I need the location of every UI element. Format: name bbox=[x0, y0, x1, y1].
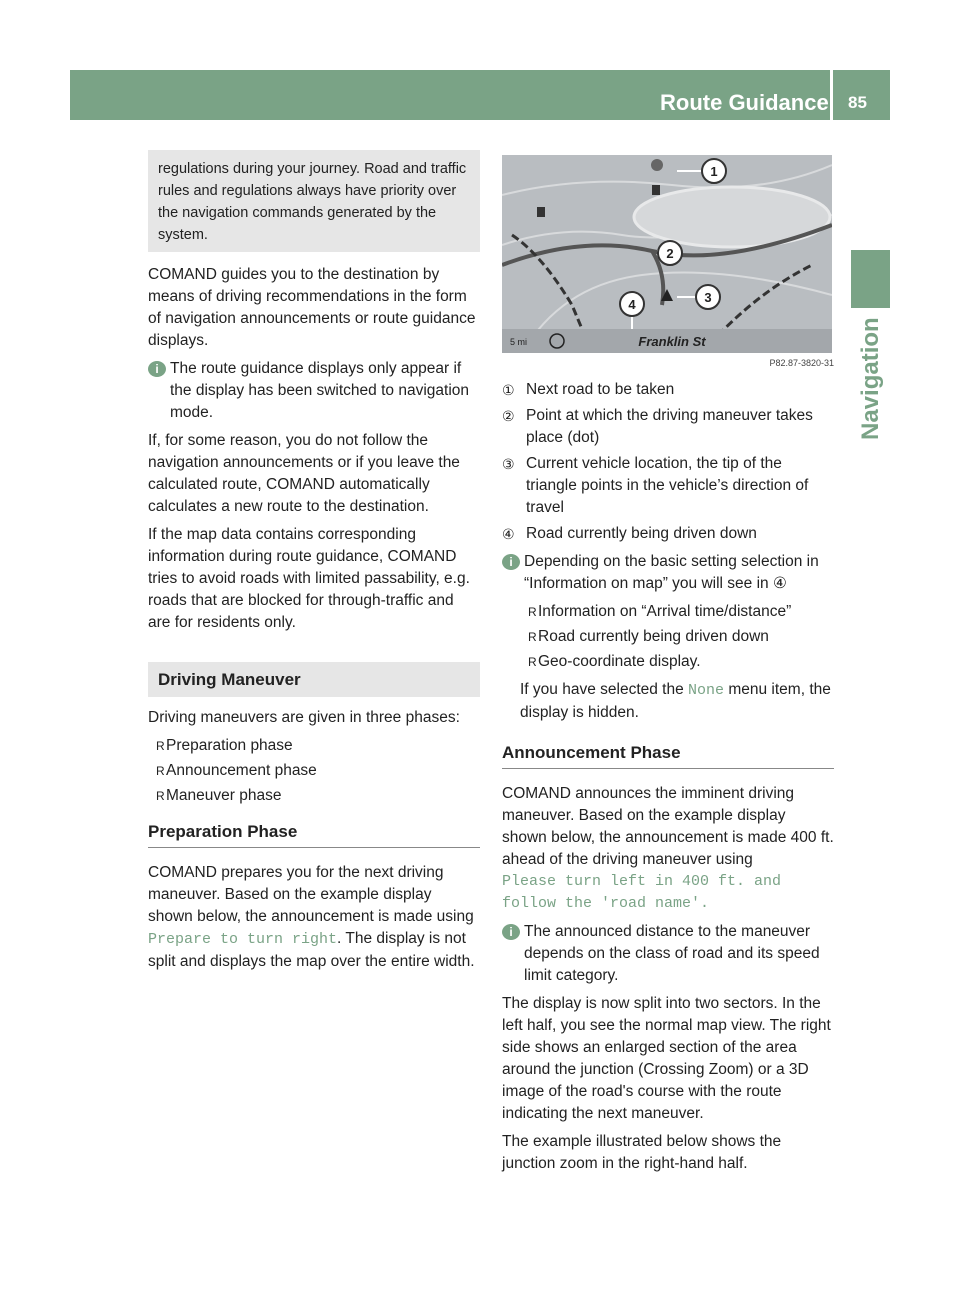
legend-item bbox=[502, 379, 834, 401]
right-column bbox=[502, 155, 834, 1181]
paragraph: If the map data contains corresponding information during route guidance, COMAND tries to avoid roads with limited passability, e.g. roads that are blocked for through-traffic and are for residents only. bbox=[148, 526, 470, 631]
chapter-label-container bbox=[836, 317, 906, 450]
paragraph: If, for some reason, you do not follow the navigation announcements or if you leave the calculated route, COMAND automatically calculates a new route to the destination. bbox=[148, 432, 460, 515]
legend-number: ③ bbox=[502, 456, 515, 472]
paragraph bbox=[148, 862, 480, 973]
left-column bbox=[148, 150, 480, 979]
page-number: 85 bbox=[848, 93, 867, 112]
text-run: menu item, the display is hidden. bbox=[520, 681, 831, 721]
display-message: Please turn left in 400 ft. and follow the 'road name'. bbox=[502, 873, 782, 912]
navigation-map-screenshot bbox=[502, 155, 832, 353]
section-heading: Driving Maneuver bbox=[148, 662, 480, 697]
legend-text: Current vehicle location, the tip of the triangle points in the vehicle’s direction of travel bbox=[526, 455, 809, 516]
chapter-label: Navigation bbox=[857, 317, 884, 440]
list-item: R Maneuver phase bbox=[148, 785, 480, 807]
list-item: R Preparation phase bbox=[148, 735, 480, 757]
legend-text: Point at which the driving maneuver takes place (dot) bbox=[526, 407, 813, 446]
list-item: R Road currently being driven down bbox=[520, 626, 834, 648]
paragraph: The display is now split into two sectors. In the left half, you see the normal map view. The right side shows an enlarged section of the area around the junction (Crossing Zoom) or a 3D image of the road's course with the route indicating the next maneuver. bbox=[502, 995, 831, 1122]
list-item: R Geo-coordinate display. bbox=[520, 651, 834, 673]
legend-item bbox=[502, 453, 834, 519]
street-name: Franklin St bbox=[638, 334, 706, 349]
callout-3: 3 bbox=[704, 290, 712, 305]
info-note bbox=[502, 921, 834, 987]
legend-number: ② bbox=[502, 408, 515, 424]
info-text: The route guidance displays only appear if the display has been switched to navigation mode. bbox=[170, 360, 470, 421]
info-note bbox=[148, 358, 480, 424]
list-item: R Information on “Arrival time/distance” bbox=[520, 601, 834, 623]
callout-2: 2 bbox=[666, 246, 674, 261]
info-text: Depending on the basic setting selection in “Information on map” you will see in ④ bbox=[524, 553, 819, 592]
text-run: If you have selected the bbox=[520, 681, 689, 698]
text-run: COMAND prepares you for the next driving maneuver. Based on the example display shown below, the announcement is made using bbox=[148, 864, 474, 925]
paragraph: COMAND guides you to the destination by means of driving recommendations in the form of navigation announcements or route guidance displays. bbox=[148, 266, 476, 349]
info-text: The announced distance to the maneuver depends on the class of road and its speed limit category. bbox=[524, 923, 820, 984]
menu-item-name: None bbox=[688, 682, 725, 699]
warning-box: regulations during your journey. Road and traffic rules and regulations always have priority over the navigation commands generated by the system. bbox=[148, 150, 480, 252]
scale-label: 5 mi bbox=[510, 337, 528, 347]
legend-text: Next road to be taken bbox=[526, 381, 675, 398]
info-icon: i bbox=[148, 361, 166, 377]
map-graphic bbox=[502, 155, 832, 353]
phase-list bbox=[148, 735, 480, 807]
chapter-tab bbox=[851, 250, 890, 308]
callout-1: 1 bbox=[710, 164, 718, 179]
paragraph bbox=[502, 679, 834, 724]
legend-text: Road currently being driven down bbox=[526, 525, 757, 542]
legend-number: ① bbox=[502, 382, 515, 398]
page-section-title: Route Guidance bbox=[660, 90, 829, 115]
display-message: Prepare to turn right bbox=[148, 931, 338, 948]
legend-item bbox=[502, 523, 834, 545]
info-icon: i bbox=[502, 554, 520, 570]
info-list bbox=[502, 601, 834, 673]
paragraph: The example illustrated below shows the junction zoom in the right-hand half. bbox=[502, 1133, 782, 1172]
sub-heading: Preparation Phase bbox=[148, 821, 480, 848]
paragraph: COMAND announces the imminent driving maneuver. Based on the example display shown below, the announcement is made 400 ft. ahead of the driving maneuver using bbox=[502, 785, 834, 868]
callout-4: 4 bbox=[628, 297, 636, 312]
figure-code: P82.87-3820-31 bbox=[769, 358, 834, 368]
legend-number: ④ bbox=[502, 526, 515, 542]
list-item: R Announcement phase bbox=[148, 760, 480, 782]
header-divider bbox=[830, 70, 833, 120]
sub-heading: Announcement Phase bbox=[502, 742, 834, 769]
paragraph: Driving maneuvers are given in three phases: bbox=[148, 709, 460, 726]
info-icon: i bbox=[502, 924, 520, 940]
info-note bbox=[502, 551, 834, 595]
text-run: . The display is not split and displays the map over the entire width. bbox=[148, 930, 475, 970]
legend-item bbox=[502, 405, 834, 449]
